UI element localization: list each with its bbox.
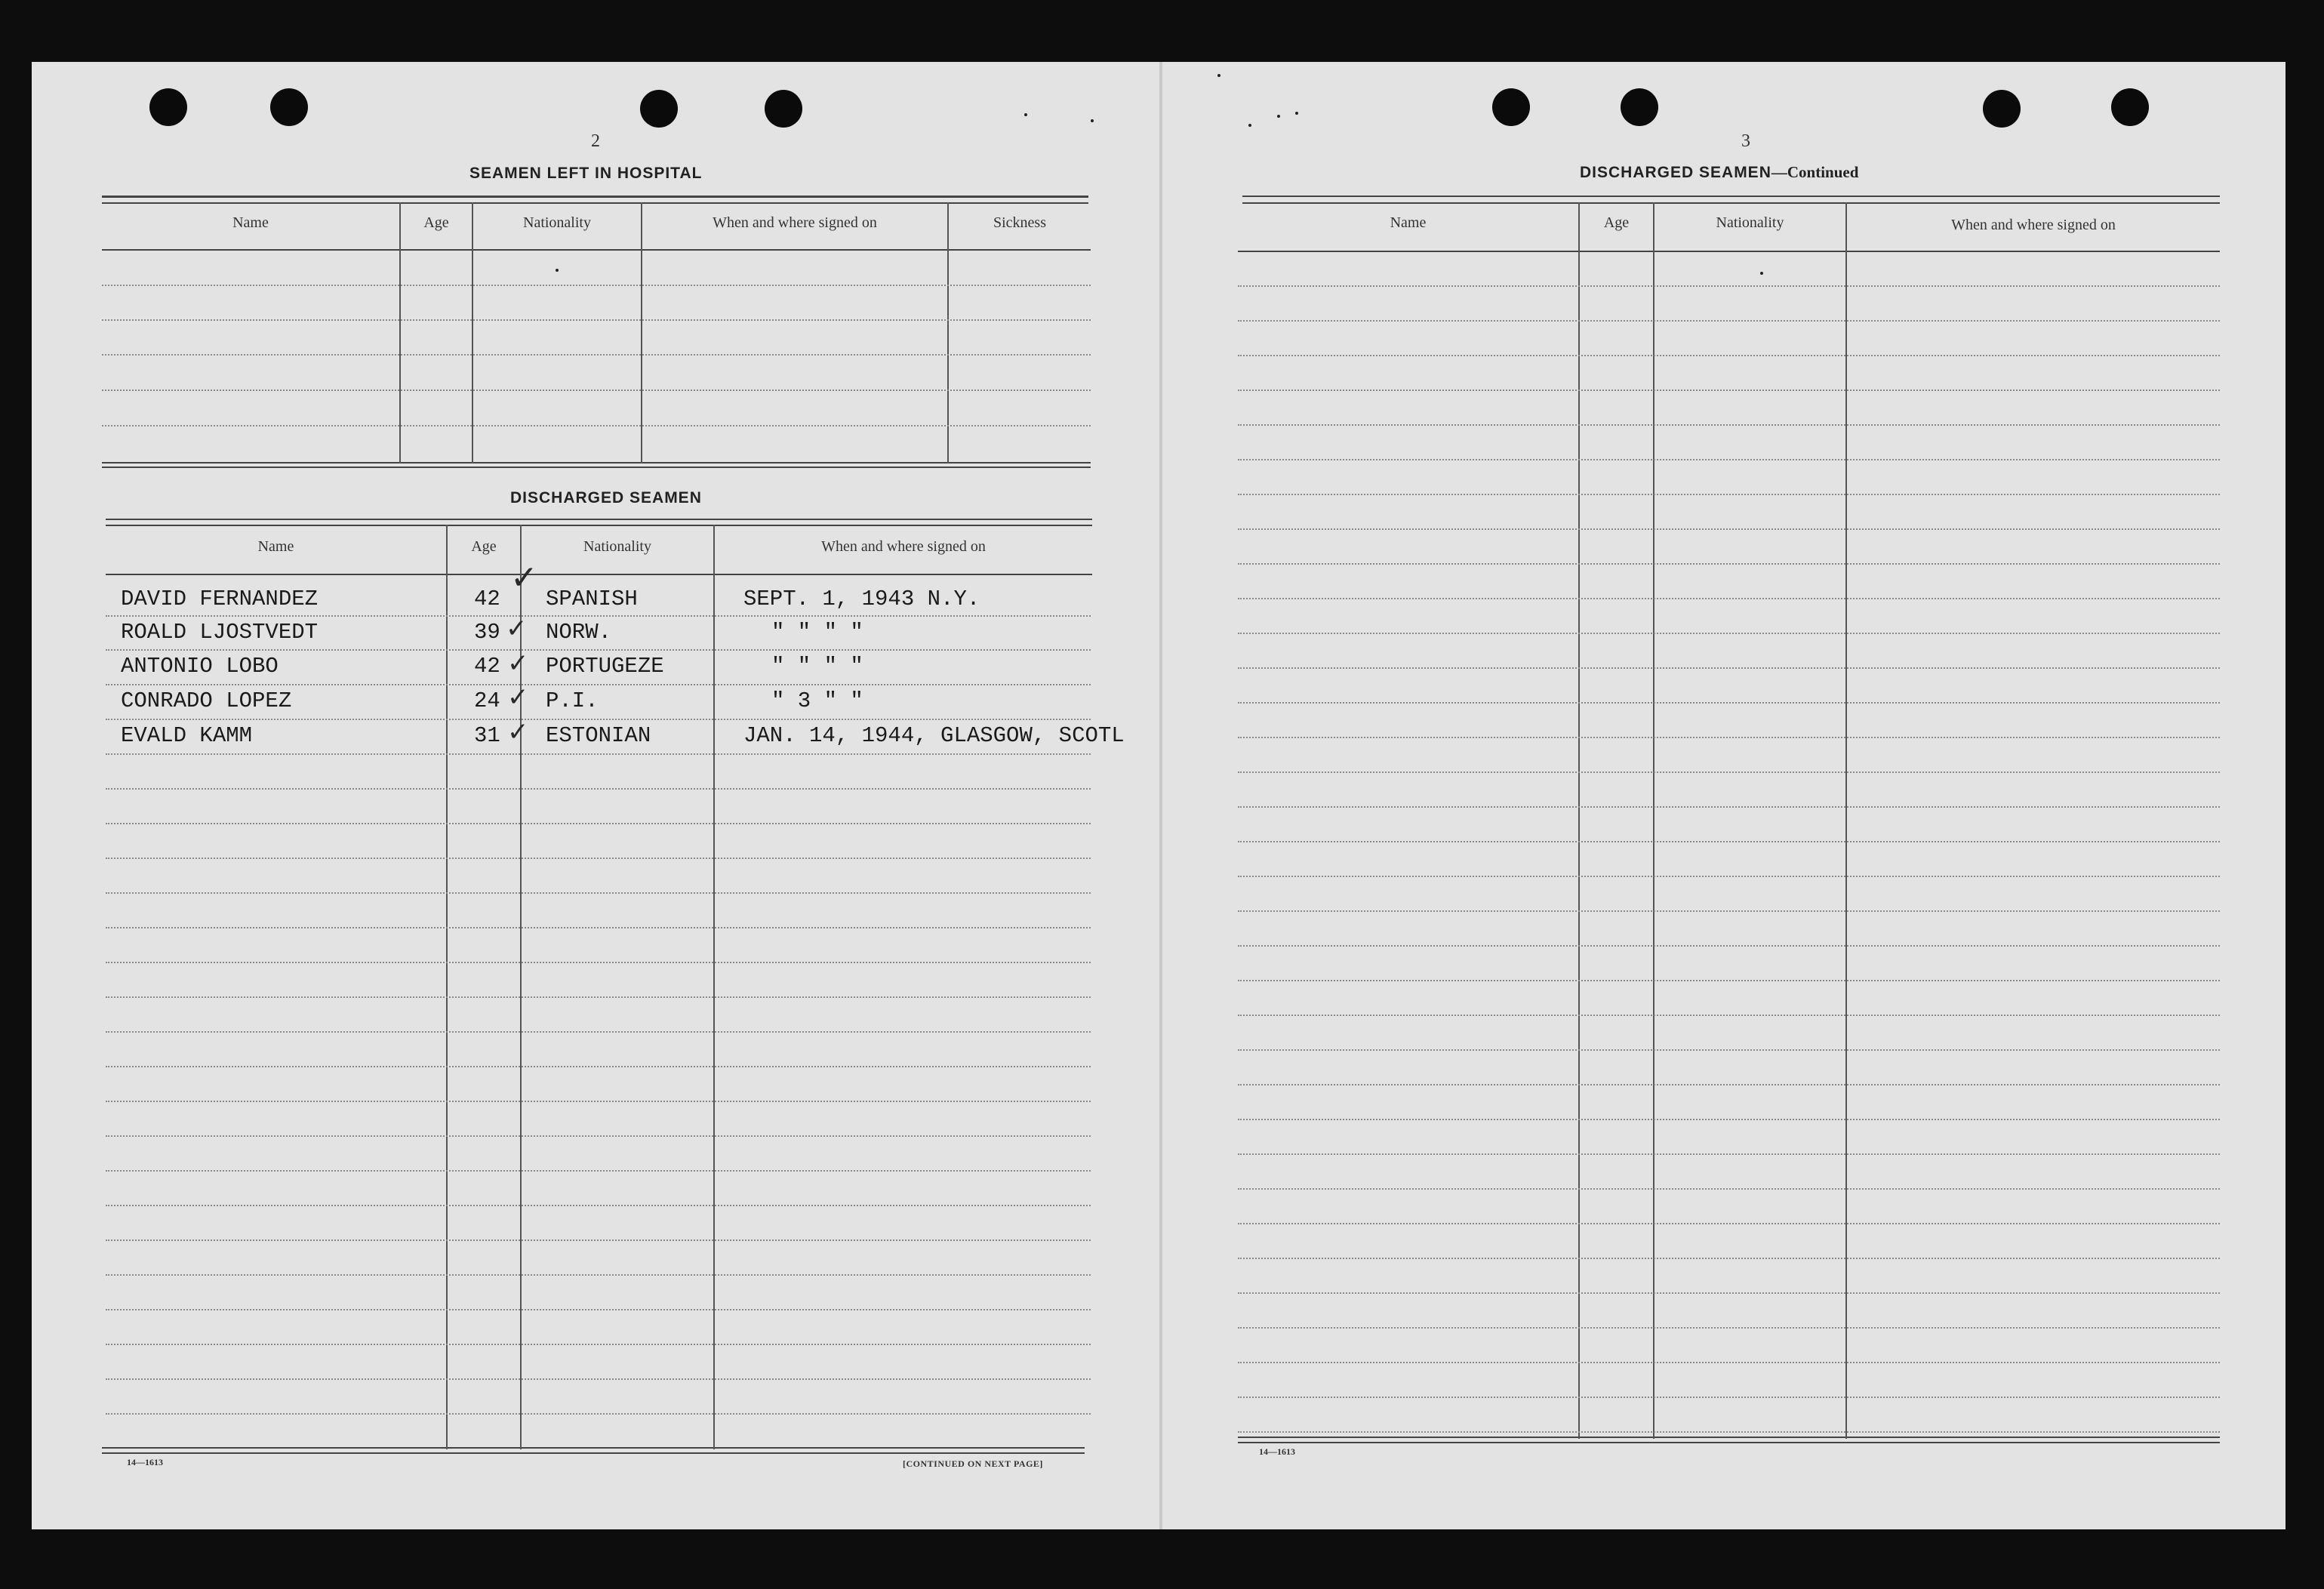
entry-line: [102, 425, 1091, 427]
entry-line: [1238, 459, 2220, 460]
table-top-rule: [102, 196, 1088, 198]
seaman-name: EVALD KAMM: [121, 723, 253, 748]
seaman-signed-on: " 3 " ": [771, 688, 863, 713]
table-bottom-rule: [102, 1447, 1085, 1449]
scan-speck: [1091, 119, 1094, 122]
entry-line: [1238, 771, 2220, 773]
entry-line: [106, 788, 1091, 790]
entry-line: [1238, 1258, 2220, 1259]
page-number: 2: [591, 131, 600, 151]
scan-speck: [1760, 272, 1763, 275]
scan-speck: [556, 269, 559, 272]
hospital-section-title: SEAMEN LEFT IN HOSPITAL: [469, 165, 703, 182]
continued-col-signed-on: When and where signed on: [1951, 217, 2116, 233]
entry-line: [1238, 528, 2220, 530]
hospital-col-name: Name: [232, 214, 269, 231]
punch-hole: [1983, 90, 2021, 128]
seaman-signed-on: " " " ": [771, 620, 863, 645]
table-header-rule: [1238, 251, 2220, 252]
scan-speck: [1217, 74, 1220, 77]
discharged-col-nationality: Nationality: [583, 538, 651, 555]
table-bottom-rule: [102, 462, 1091, 463]
page-number: 3: [1741, 131, 1750, 151]
scan-speck: [1024, 113, 1027, 116]
seaman-nationality: SPANISH: [546, 587, 638, 611]
entry-line: [106, 1378, 1091, 1380]
entry-line: [106, 1309, 1091, 1310]
seaman-nationality: P.I.: [546, 688, 599, 713]
punch-hole: [1492, 88, 1530, 126]
entry-line: [106, 649, 1091, 651]
entry-line: [106, 1135, 1091, 1137]
entry-line: [106, 1031, 1091, 1033]
discharged-col-age: Age: [471, 538, 497, 555]
scan-speck: [1248, 124, 1251, 127]
seaman-age: 42: [474, 587, 500, 611]
entry-line: [1238, 1015, 2220, 1016]
entry-line: [1238, 841, 2220, 842]
column-divider: [1653, 202, 1655, 1439]
column-divider: [713, 525, 715, 1449]
entry-line: [1238, 390, 2220, 391]
discharged-col-name: Name: [257, 538, 294, 555]
entry-line: [1238, 910, 2220, 912]
entry-line: [102, 285, 1091, 286]
entry-line: [106, 858, 1091, 859]
entry-line: [106, 753, 1091, 755]
seaman-age: 39: [474, 620, 500, 645]
entry-line: [1238, 1223, 2220, 1224]
table-bottom-rule: [102, 467, 1091, 468]
entry-line: [102, 319, 1091, 321]
entry-line: [106, 823, 1091, 824]
seaman-age: 42: [474, 654, 500, 679]
column-divider: [1578, 202, 1580, 1439]
punch-hole: [149, 88, 187, 126]
title-suffix: —Continued: [1771, 163, 1859, 181]
entry-line: [106, 1274, 1091, 1276]
entry-line: [1238, 633, 2220, 634]
seaman-signed-on: SEPT. 1, 1943 N.Y.: [743, 587, 980, 611]
entry-line: [1238, 1119, 2220, 1120]
entry-line: [1238, 1049, 2220, 1051]
table-top-rule: [1242, 202, 2220, 204]
discharged-continued-title: [1580, 163, 1858, 182]
seaman-signed-on: " " " ": [771, 654, 863, 679]
table-header-rule: [102, 249, 1091, 251]
seaman-nationality: NORW.: [546, 620, 612, 645]
table-top-rule: [102, 202, 1088, 204]
entry-line: [1238, 598, 2220, 599]
form-number: 14—1613: [127, 1457, 163, 1467]
entry-line: [106, 996, 1091, 998]
entry-line: [1238, 1292, 2220, 1294]
column-divider: [446, 525, 448, 1449]
entry-line: [106, 1170, 1091, 1172]
continued-note: [CONTINUED ON NEXT PAGE]: [903, 1458, 1043, 1469]
entry-line: [1238, 1188, 2220, 1190]
right-page: [1161, 62, 2286, 1529]
seaman-signed-on: JAN. 14, 1944, GLASGOW, SCOTL: [743, 723, 1125, 748]
checkmark-icon: ✓: [510, 559, 538, 597]
entry-line: [1238, 1431, 2220, 1433]
checkmark-icon: ✓: [507, 682, 529, 713]
entry-line: [102, 390, 1091, 391]
entry-line: [1238, 355, 2220, 356]
entry-line: [1238, 1327, 2220, 1329]
table-top-rule: [1242, 196, 2220, 197]
scan-speck: [1295, 112, 1298, 115]
column-divider: [1845, 202, 1847, 1439]
seaman-nationality: PORTUGEZE: [546, 654, 664, 679]
table-top-rule: [106, 519, 1092, 520]
entry-line: [106, 962, 1091, 963]
entry-line: [1238, 1084, 2220, 1086]
title-main: DISCHARGED SEAMEN: [1580, 164, 1771, 181]
entry-line: [106, 892, 1091, 894]
entry-line: [1238, 737, 2220, 738]
entry-line: [1238, 806, 2220, 808]
entry-line: [106, 1066, 1091, 1067]
scan-speck: [1277, 115, 1280, 118]
page-seam: [1159, 62, 1162, 1529]
table-bottom-rule: [1238, 1437, 2220, 1438]
seaman-name: ROALD LJOSTVEDT: [121, 620, 319, 645]
seaman-name: CONRADO LOPEZ: [121, 688, 292, 713]
hospital-col-sickness: Sickness: [993, 214, 1046, 231]
entry-line: [1238, 1397, 2220, 1398]
seaman-name: ANTONIO LOBO: [121, 654, 279, 679]
entry-line: [1238, 320, 2220, 322]
discharged-section-title: DISCHARGED SEAMEN: [510, 489, 702, 507]
continued-col-name: Name: [1390, 214, 1427, 231]
entry-line: [1238, 563, 2220, 565]
entry-line: [106, 927, 1091, 928]
entry-line: [106, 615, 1091, 617]
entry-line: [106, 1205, 1091, 1206]
entry-line: [106, 1239, 1091, 1241]
entry-line: [1238, 667, 2220, 669]
entry-line: [106, 1344, 1091, 1345]
entry-line: [1238, 285, 2220, 287]
table-top-rule: [106, 525, 1092, 526]
continued-col-nationality: Nationality: [1716, 214, 1784, 231]
hospital-col-signed-on: When and where signed on: [713, 214, 877, 231]
punch-hole: [1621, 88, 1658, 126]
continued-col-age: Age: [1603, 214, 1630, 231]
hospital-col-nationality: Nationality: [523, 214, 591, 231]
checkmark-icon: ✓: [507, 648, 529, 679]
entry-line: [1238, 945, 2220, 947]
form-number: 14—1613: [1259, 1446, 1295, 1457]
entry-line: [1238, 424, 2220, 426]
seaman-nationality: ESTONIAN: [546, 723, 651, 748]
entry-line: [102, 354, 1091, 356]
table-header-rule: [106, 574, 1092, 575]
entry-line: [1238, 702, 2220, 704]
discharged-col-signed-on: When and where signed on: [821, 538, 986, 555]
entry-line: [106, 1413, 1091, 1415]
table-bottom-rule: [102, 1452, 1085, 1454]
entry-line: [1238, 1362, 2220, 1363]
entry-line: [106, 719, 1091, 720]
checkmark-icon: ✓: [507, 717, 529, 747]
checkmark-icon: ✓: [506, 614, 528, 644]
punch-hole: [270, 88, 308, 126]
entry-line: [1238, 1153, 2220, 1155]
seaman-age: 31: [474, 723, 500, 748]
entry-line: [106, 684, 1091, 685]
punch-hole: [765, 90, 802, 128]
entry-line: [1238, 494, 2220, 495]
entry-line: [106, 1101, 1091, 1102]
table-bottom-rule: [1238, 1442, 2220, 1443]
punch-hole: [640, 90, 678, 128]
entry-line: [1238, 980, 2220, 981]
punch-hole: [2111, 88, 2149, 126]
entry-line: [1238, 876, 2220, 877]
seaman-name: DAVID FERNANDEZ: [121, 587, 319, 611]
hospital-col-age: Age: [423, 214, 449, 231]
seaman-age: 24: [474, 688, 500, 713]
